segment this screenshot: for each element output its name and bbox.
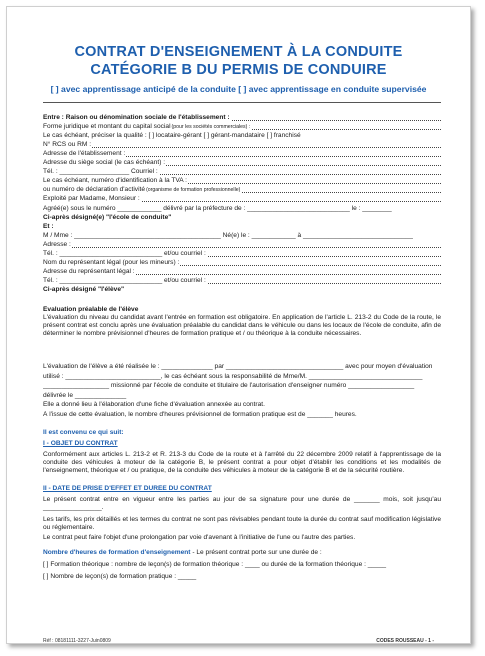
section-1-paragraph: Conformément aux articles L. 213-2 et R. 213-3 du Code de la route et à l'arrêté du 22 décembre 2009 relatif à l'apprentissage de la conduite des véhicules à moteur de la catégorie B, le présent contrat a pour objet d'établir les conditions et les modalités de l'enseignement, théorique et / ou pratique, de la conduite des véhicules à moteur de la catégorie B et de la sécurité routière.: [43, 451, 441, 474]
evaluation-field-line: À l'issue de cette évaluation, le nombre d'heures prévisionnel de formation pratique est de _______ heures.: [43, 411, 357, 418]
party-field-label: M / Mme : ________________________________________ Né(e) le : ____________ à ______________________________: [43, 231, 413, 239]
title-line-1: CONTRAT D'ENSEIGNEMENT À LA CONDUITE: [74, 44, 403, 60]
hours-heading-rest: - Le présent contrat porte sur une durée de :: [190, 549, 322, 556]
party-field-line: [43, 241, 441, 249]
section-2-heading: II - DATE DE PRISE D'EFFET ET DURÉE DU CONTRAT: [43, 485, 212, 492]
party-field-line: [43, 195, 441, 203]
hours-heading: Nombre d'heures de formation d'enseignement: [43, 549, 191, 556]
section-2-paragraph-3: Le contrat peut faire l'objet d'une prolongation par voie d'avenant à l'initiative de l'une ou l'autre des parties.: [43, 534, 356, 541]
hours-practice-line: [ ] Nombre de leçon(s) de formation pratique : _____: [43, 573, 197, 580]
party-field-label: Adresse du siège social (le cas échéant) :: [43, 159, 166, 167]
party-field-label: N° RCS ou RM :: [43, 141, 92, 149]
party-field-label: Tél. : ____________________________ et/ou courriel :: [43, 276, 206, 284]
party-field-label: Adresse du représentant légal :: [43, 267, 135, 275]
party-field-line: [43, 150, 441, 158]
hours-theory-line: [ ] Formation théorique : nombre de leçon(s) de formation théorique : ____ ou durée de la formation théorique : _____: [43, 561, 387, 568]
party-field-label: Ci-après désigné(e) "l'école de conduite": [43, 213, 172, 221]
party-field-label: Adresse de l'établissement :: [43, 150, 126, 158]
party-field-label: ou numéro de déclaration d'activité: [43, 186, 146, 194]
footer-reference: Réf : 08181111-3227-Juin0809: [43, 638, 111, 644]
party-field-label: Nom du représentant légal (pour les mineurs) :: [43, 258, 180, 266]
evaluation-field-line: __________________ missionné par l'école de conduite et titulaire de l'autorisation d'enseigner numéro __________________: [43, 382, 415, 390]
party-field-line: [43, 259, 441, 267]
evaluation-field-line: délivrée le ______________: [43, 391, 127, 399]
party-field-line: [43, 232, 441, 240]
party-field-label: Ci-après désigné "l'élève": [43, 285, 125, 293]
party-field-label: Entre : Raison ou dénomination sociale de l'établissement :: [43, 114, 230, 121]
party-field-line: [43, 123, 441, 131]
party-field-line: [43, 286, 441, 294]
party-field-note: (pour les sociétés commerciales) :: [171, 124, 251, 131]
section-1-heading: I - OBJET DU CONTRAT: [43, 440, 118, 447]
party-field-line: [43, 277, 441, 285]
footer-publisher-page: CODES ROUSSEAU - 1 -: [376, 638, 434, 644]
party-field-line: [43, 223, 441, 231]
party-field-line: [43, 168, 441, 176]
agreed-heading: Il est convenu ce qui suit:: [43, 429, 124, 436]
party-field-line: [43, 132, 441, 140]
subtitle-options: [ ] avec apprentissage anticipé de la conduite [ ] avec apprentissage en conduite supervisée: [50, 84, 427, 94]
party-field-label: Forme juridique et montant du capital social: [43, 123, 171, 131]
evaluation-field-line: L'évaluation de l'élève a été réalisée le : ______________ par ________________________________ avec pour moyen d'évaluation: [43, 363, 433, 370]
party-field-label: Adresse :: [43, 240, 71, 248]
header-divider: [43, 102, 441, 103]
party-field-label: Le cas échéant, numéro d'identification à la TVA :: [43, 177, 187, 185]
evaluation-field-line: Elle a donné lieu à l'élaboration d'une fiche d'évaluation annexée au contrat.: [43, 401, 265, 409]
party-field-line: [43, 186, 441, 194]
party-field-line: [43, 141, 441, 149]
party-field-line: [43, 268, 441, 276]
section-2-paragraph-2: Les tarifs, les prix détaillés et les termes du contrat ne sont pas révisables pendant toute la durée du contrat sauf modification législative ou réglementaire.: [43, 516, 441, 531]
party-field-label: Tél. : ___________________ Courriel :: [43, 168, 158, 176]
title-line-2: CATÉGORIE B DU PERMIS DE CONDUIRE: [90, 62, 387, 78]
evaluation-heading: Évaluation préalable de l'élève: [43, 306, 139, 313]
evaluation-paragraph: L'évaluation du niveau du candidat avant l'entrée en formation est obligatoire. En application de l'article L. 213-2 du Code de la route, le présent contrat est conclu après une évaluation préalable du candidat dans le véhicule ou dans les locaux de l'école de conduite, afin de déterminer le nombre prévisionnel d'heures de formation pratique et / ou théorique à la conduite nécessaires.: [43, 314, 441, 337]
section-2-paragraph-1: Le présent contrat entre en vigueur entre les parties au jour de sa signature pour une durée de _______ mois, soit jusqu'au ________________.: [43, 496, 441, 511]
party-field-label: Le cas échéant, préciser la qualité : [ ] locataire-gérant [ ] gérant-mandataire [ ] franchisé: [43, 132, 301, 140]
party-field-line: [43, 159, 441, 167]
hours-heading-line: [43, 549, 441, 557]
party-field-line: [43, 177, 441, 185]
party-field-label: Tél. : ____________________________ et/ou courriel :: [43, 249, 206, 257]
party-field-line: [43, 250, 441, 258]
contract-page: [6, 6, 471, 644]
evaluation-field-line: utilisé : __________________________, le cas échéant sous la responsabilité de Mme/M. _______________________________: [43, 372, 423, 380]
party-field-note: (organisme de formation professionnelle): [146, 187, 241, 194]
party-field-label: Exploité par Madame, Monsieur :: [43, 195, 140, 203]
party-field-line: [43, 214, 441, 222]
party-field-line: [43, 114, 441, 122]
party-field-label: Agréé(e) sous le numéro ____________ délivré par la préfecture de : ____________________________ le : ________: [43, 204, 392, 212]
party-field-label: Et :: [43, 222, 54, 230]
party-field-line: [43, 205, 441, 213]
